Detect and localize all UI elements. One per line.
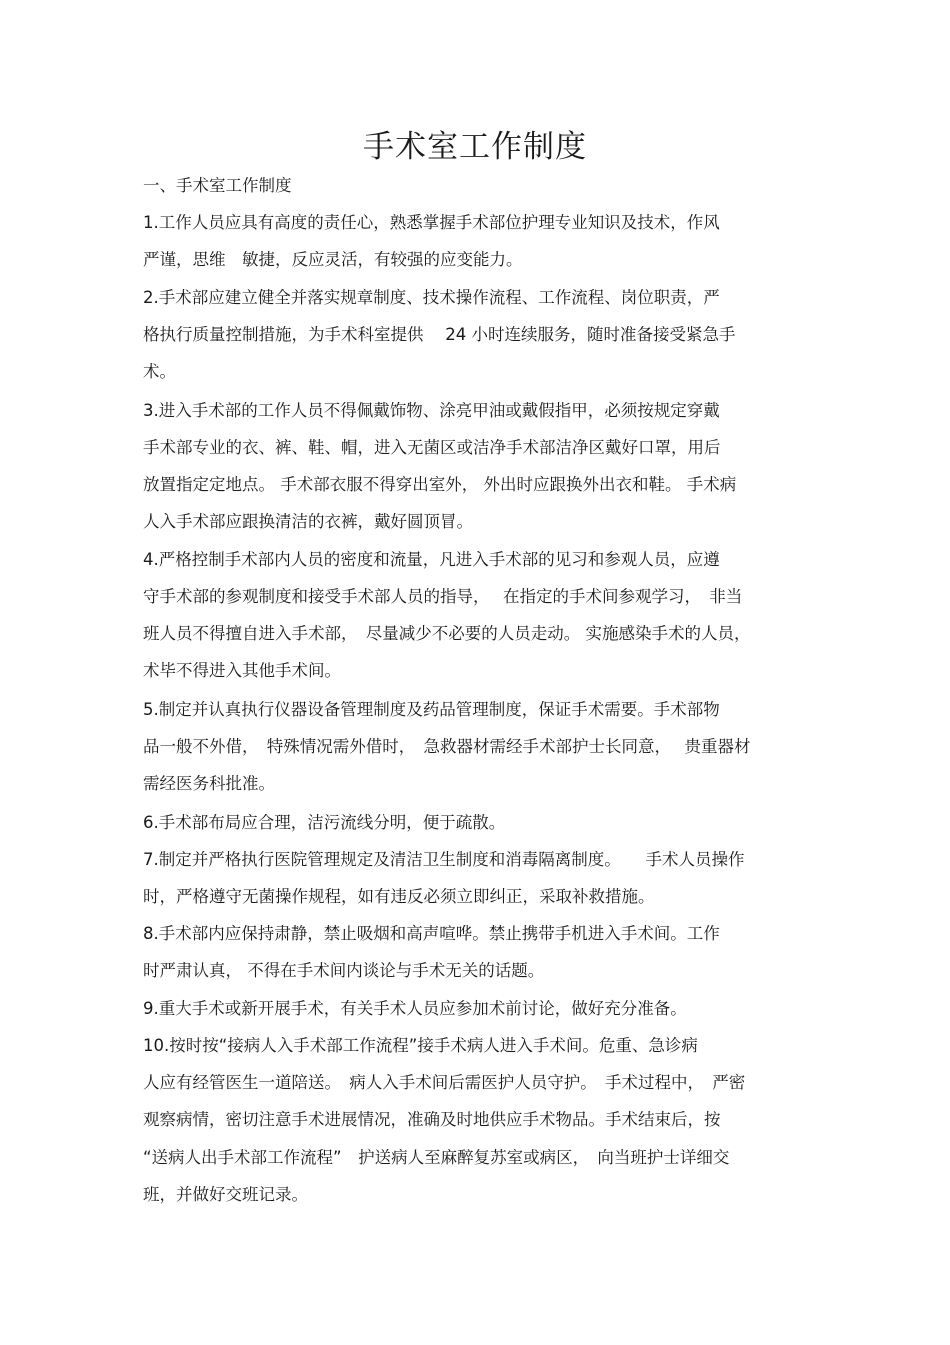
text-line: 人应有经管医生一道陪送。 病人入手术间后需医护人员守护。 手术过程中， 严密: [143, 1073, 746, 1092]
text-line: 2.手术部应建立健全并落实规章制度、技术操作流程、工作流程、岗位职责，严: [143, 288, 720, 307]
text-line: 7.制定并严格执行医院管理规定及清洁卫生制度和消毒隔离制度。 手术人员操作: [143, 850, 745, 869]
text-line: 人入手术部应跟换清洁的衣裤，戴好圆顶冒。: [143, 512, 473, 531]
text-line: 4.严格控制手术部内人员的密度和流量，凡进入手术部的见习和参观人员，应遵: [143, 550, 720, 569]
text-line: 班人员不得擅自进入手术部， 尽量减少不必要的人员走动。 实施感染手术的人员，: [143, 624, 751, 643]
text-line: 1.工作人员应具有高度的责任心，熟悉掌握手术部位护理专业知识及技术，作风: [143, 213, 720, 232]
section-heading: 一、手术室工作制度: [143, 176, 292, 195]
text-line: 观察病情，密切注意手术进展情况，准确及时地供应手术物品。手术结束后，按: [143, 1110, 721, 1129]
text-line: 班，并做好交班记录。: [143, 1185, 308, 1204]
text-line: 时严肃认真， 不得在手术间内谈论与手术无关的话题。: [143, 961, 545, 980]
document-title: 手术室工作制度: [363, 129, 587, 165]
text-line: 格执行质量控制措施，为手术科室提供 24 小时连续服务，随时准备接受紧急手: [143, 325, 736, 344]
text-line: 放置指定定地点。 手术部衣服不得穿出室外， 外出时应跟换外出衣和鞋。 手术病: [143, 475, 737, 494]
text-line: 8.手术部内应保持肃静，禁止吸烟和高声喧哗。禁止携带手机进入手术间。工作: [143, 924, 720, 943]
text-line: 术。: [143, 362, 176, 381]
text-line: 品一般不外借， 特殊情况需外借时， 急救器材需经手术部护士长同意， 贵重器材: [143, 737, 751, 756]
text-line: 6.手术部布局应合理，洁污流线分明，便于疏散。: [143, 813, 506, 832]
text-line: 3.进入手术部的工作人员不得佩戴饰物、涂亮甲油或戴假指甲，必须按规定穿戴: [143, 401, 720, 420]
text-line: 手术部专业的衣、裤、鞋、帽，进入无菌区或洁净手术部洁净区戴好口罩，用后: [143, 438, 721, 457]
text-line: 9.重大手术或新开展手术，有关手术人员应参加术前讨论，做好充分准备。: [143, 999, 687, 1018]
text-line: 守手术部的参观制度和接受手术部人员的指导， 在指定的手术间参观学习， 非当: [143, 587, 743, 606]
text-line: 10.按时按“接病人入手术部工作流程”接手术病人进入手术间。危重、急诊病: [143, 1036, 698, 1055]
text-line: 5.制定并认真执行仪器设备管理制度及药品管理制度，保证手术需要。手术部物: [143, 700, 720, 719]
text-line: 术毕不得进入其他手术间。: [143, 661, 341, 680]
text-line: “送病人出手术部工作流程” 护送病人至麻醉复苏室或病区， 向当班护士详细交: [143, 1148, 730, 1167]
text-line: 严谨，思维 敏捷，反应灵活，有较强的应变能力。: [143, 250, 523, 269]
text-line: 需经医务科批准。: [143, 774, 275, 793]
text-line: 时，严格遵守无菌操作规程，如有违反必须立即纠正，采取补救措施。: [143, 887, 655, 906]
